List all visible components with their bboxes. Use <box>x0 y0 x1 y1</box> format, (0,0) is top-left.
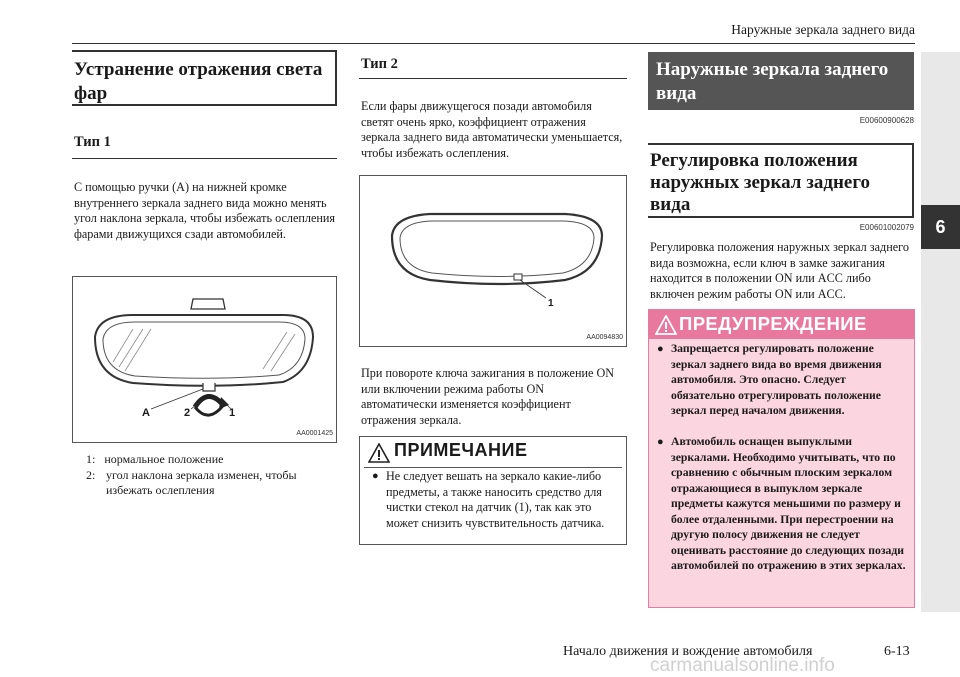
section-heading-outer-mirrors: Наружные зеркала заднего вида <box>648 52 914 110</box>
figure-code: AA0094830 <box>586 334 623 341</box>
legend-text: угол наклона зеркала изменен, чтобы избежать ослепления <box>106 468 297 497</box>
header-rule <box>72 43 915 44</box>
chapter-tab[interactable]: 6 <box>921 205 960 249</box>
warning-item-2: Автомобиль оснащен выпуклыми зеркалами. Необходимо учитывать, что по сравнению с обычным плоским зеркалом отражающиеся в выпуклом зеркале предметы кажутся меньшими по размеру и более отдаленными. При перестроении на другую полосу движения не следует оценивать расстояние до следующих позади автомобилей по отражению в этих зеркалах. <box>671 435 906 572</box>
warning-triangle-icon <box>655 315 677 340</box>
legend-num: 1: <box>86 452 96 466</box>
figure-label-sensor: 1 <box>548 298 554 309</box>
note-text: Не следует вешать на зеркало какие-либо предметы, а также наносить средство для чистки стекол на датчик (1), так как это может снизить чувствительность датчика. <box>386 469 605 530</box>
legend-item-1 <box>86 452 223 467</box>
running-title: Наружные зеркала заднего вида <box>731 22 915 37</box>
figure-label-2: 2 <box>184 407 191 419</box>
figure-mirror-type2 <box>359 175 627 347</box>
warning-bullet-2: ● <box>657 436 664 448</box>
figure-label-1: 1 <box>229 407 236 419</box>
legend-num: 2: <box>86 468 96 482</box>
type1-title: Тип 1 <box>74 134 111 150</box>
figure-mirror-type1 <box>72 276 337 443</box>
sub-code: E00601002079 <box>859 223 914 232</box>
note-bullet: ● <box>372 470 379 482</box>
warning-title: ПРЕДУПРЕЖДЕНИЕ <box>679 313 867 334</box>
type2-paragraph: Если фары движущегося позади автомобиля светят очень ярко, коэффициент отражения зеркала заднего вида автоматически уменьшается, чтобы избежать ослепления. <box>361 99 623 160</box>
footer-section: Начало движения и вождение автомобиля <box>563 644 813 659</box>
section-code: E00600900628 <box>859 116 914 125</box>
note-title: ПРИМЕЧАНИЕ <box>394 440 528 460</box>
footer-page-number: 6-13 <box>884 644 910 659</box>
section-heading-glare: Устранение отражения света фар <box>72 50 337 106</box>
legend-text: нормальное положение <box>104 452 224 466</box>
mirror-type1-illustration <box>73 277 336 442</box>
type1-paragraph: С помощью ручки (A) на нижней кромке внутреннего зеркала заднего вида можно менять угол наклона зеркала, чтобы избежать ослепления фарами движущихся сзади автомобилей. <box>74 180 336 241</box>
warning-box <box>648 309 915 608</box>
note-rule <box>364 467 622 468</box>
type2-paragraph-2: При повороте ключа зажигания в положение ON или включении режима работы ON автоматически изменяется коэффициент отражения зеркала. <box>361 366 615 427</box>
warning-header <box>649 310 914 339</box>
type2-title: Тип 2 <box>361 56 398 72</box>
chapter-tab-strip <box>921 52 960 612</box>
warning-bullet-1: ● <box>657 343 664 355</box>
figure-code: AA0001425 <box>296 430 333 437</box>
adjust-paragraph: Регулировка положения наружных зеркал заднего вида возможна, если ключ в замке зажигания находится в положении ON или ACC либо включен режим работы ON или ACC. <box>650 240 909 301</box>
note-warning-icon <box>368 443 390 468</box>
type2-rule <box>359 78 627 79</box>
mirror-type2-illustration <box>360 176 626 346</box>
watermark: carmanualsonline.info <box>650 655 835 676</box>
note-box <box>359 436 627 545</box>
figure-label-a: A <box>142 407 150 419</box>
type1-rule <box>72 158 337 159</box>
sub-heading-adjust: Регулировка положения наружных зеркал заднего вида <box>648 143 914 218</box>
warning-item-1: Запрещается регулировать положение зеркал заднего вида во время движения автомобиля. Это опасно. Следует обязательно отрегулировать положение зеркал перед началом движения. <box>671 342 882 417</box>
